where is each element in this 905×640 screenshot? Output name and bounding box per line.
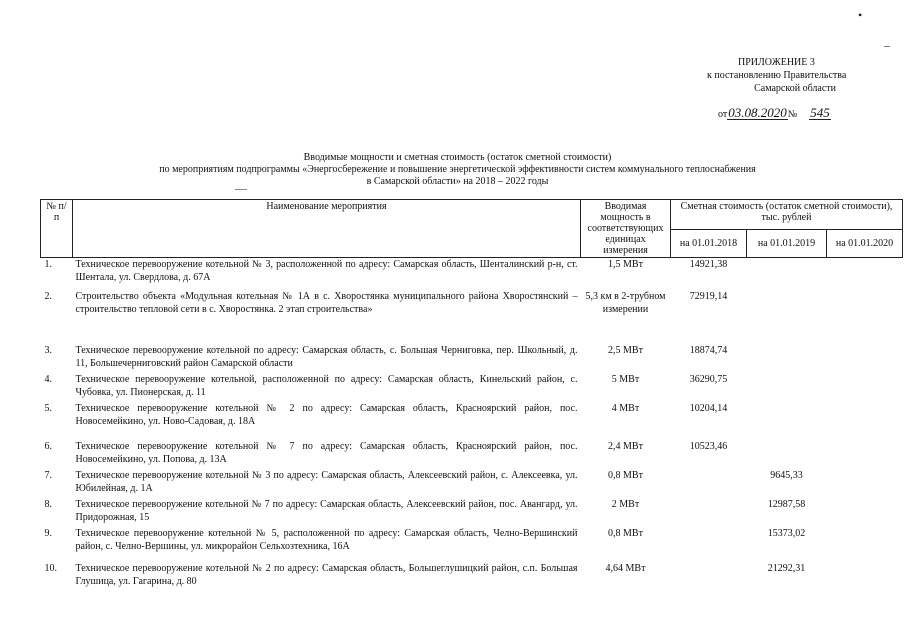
handwritten-date: 03.08.2020: [728, 105, 787, 120]
row-cost-2020: [827, 469, 903, 498]
row-num: 4.: [44, 373, 52, 385]
row-cost-2019: [747, 373, 827, 402]
number-prefix: №: [787, 109, 798, 120]
row-cost-2020: [827, 562, 903, 592]
row-name: Техническое перевооружение котельной № 2 по адресу: Самарская область, Большеглушицкий район, с.п. Большая Глушица, ул. Гагарина, д. 80: [75, 562, 578, 587]
table-row: [41, 402, 903, 440]
header-name: Наименование мероприятия: [73, 200, 581, 258]
header-capacity: Вводимая мощность в соответствующих единицах измерения: [581, 200, 671, 258]
title-line-2: по мероприятиям подпрограммы «Энергосбережение и повышение энергетической эффективности систем коммунального теплоснабжения: [159, 164, 756, 175]
row-cost-2020: [827, 373, 903, 402]
row-name: Техническое перевооружение котельной № 3 по адресу: Самарская область, Алексеевский район, с. Алексеевка, ул. Юбилейная, д. 1А: [75, 469, 578, 494]
header-num: № п/п: [41, 200, 73, 258]
table-row: [41, 469, 903, 498]
row-cost-2019: 12987,58: [767, 498, 806, 510]
row-cost-2019: [747, 440, 827, 469]
row-cost-2018: 14921,38: [689, 259, 728, 270]
row-name: Техническое перевооружение котельной № 5, расположенной по адресу: Самарская область, Челно-Вершинский район, с. Челно-Вершины, ул. микрорайон Сельхозтехника, 16А: [75, 527, 578, 552]
row-name: Техническое перевооружение котельной № 3, расположенной по адресу: Самарская область, Шенталинский р-н, ст. Шентала, ул. Свердлова, д. 67А: [75, 259, 578, 283]
document-title: [100, 152, 815, 188]
row-num: 9.: [44, 527, 52, 539]
header-year-2019: на 01.01.2019: [747, 230, 827, 258]
row-cost-2020: [827, 440, 903, 469]
row-capacity: 2,4 МВт: [608, 440, 643, 452]
row-cost-2019: [747, 258, 827, 290]
row-cost-2020: [827, 258, 903, 290]
row-name: Техническое перевооружение котельной № 2 по адресу: Самарская область, Красноярский район, пос. Новосемейкино, ул. Ново-Садовая, д. 18А: [75, 402, 578, 427]
row-capacity: 0,8 МВт: [608, 469, 643, 481]
row-num: 3.: [44, 344, 52, 356]
row-num: 7.: [44, 469, 52, 481]
row-capacity: 4,64 МВт: [605, 562, 646, 574]
row-capacity: 4 МВт: [611, 402, 640, 414]
table-row: [41, 562, 903, 592]
row-cost-2020: [827, 290, 903, 344]
title-line-3: в Самарской области» на 2018 – 2022 годы: [366, 176, 549, 187]
row-num: 1.: [44, 259, 52, 270]
row-cost-2020: [827, 402, 903, 440]
row-num: 2.: [44, 290, 52, 302]
row-cost-2019: [747, 290, 827, 344]
header-cost: Сметная стоимость (остаток сметной стоимости), тыс. рублей: [671, 200, 903, 230]
appendix-region: Самарской области: [754, 83, 836, 94]
row-cost-2018: 36290,75: [689, 373, 728, 385]
header-year-2018: на 01.01.2018: [671, 230, 747, 258]
appendix-label: ПРИЛОЖЕНИЕ 3: [738, 57, 815, 68]
measures-table: [40, 199, 903, 592]
table-row: [41, 440, 903, 469]
row-capacity: 2,5 МВт: [608, 344, 643, 356]
row-num: 5.: [44, 402, 52, 414]
row-cost-2018: [671, 498, 747, 527]
corner-mark-right: –: [884, 38, 890, 52]
row-cost-2019: 9645,33: [770, 469, 803, 481]
header-year-2020: на 01.01.2020: [827, 230, 903, 258]
row-cost-2018: 10204,14: [689, 402, 728, 414]
row-cost-2018: 10523,46: [689, 440, 728, 452]
table-row: [41, 373, 903, 402]
row-cost-2018: [671, 527, 747, 562]
appendix-decree: к постановлению Правительства: [707, 70, 847, 81]
row-num: 10.: [44, 562, 57, 574]
handwritten-number: 545: [810, 105, 830, 120]
row-capacity: 5 МВт: [611, 373, 640, 385]
row-cost-2019: 21292,31: [767, 562, 806, 574]
table-row: [41, 344, 903, 373]
row-cost-2020: [827, 498, 903, 527]
row-cost-2018: 18874,74: [689, 344, 728, 356]
row-capacity: 0,8 МВт: [608, 527, 643, 539]
row-cost-2019: [747, 344, 827, 373]
row-cost-2020: [827, 527, 903, 562]
table-row: [41, 527, 903, 562]
date-number-line: [718, 106, 856, 120]
row-name: Техническое перевооружение котельной, расположенной по адресу: Самарская область, Кинельский район, с. Чубовка, ул. Пионерская, д. 11: [75, 373, 578, 398]
date-prefix: от: [718, 109, 728, 120]
table-row: [41, 258, 903, 290]
row-name: Строительство объекта «Модульная котельная № 1А в с. Хворостянка муниципального района Хворостянский – строительство тепловой сети в с. Хворостянка. 2 этап строительства»: [75, 290, 578, 315]
table-row: [41, 290, 903, 344]
row-cost-2018: 72919,14: [689, 290, 728, 302]
corner-mark-top: •: [858, 8, 863, 22]
row-cost-2018: [671, 469, 747, 498]
stray-dash: [235, 189, 247, 190]
row-cost-2018: [671, 562, 747, 592]
row-cost-2020: [827, 344, 903, 373]
row-name: Техническое перевооружение котельной по адресу: Самарская область, с. Большая Черниговка, пер. Школьный, д. 11, Большечерниговский район Самарской области: [75, 344, 578, 369]
table-row: [41, 498, 903, 527]
row-num: 6.: [44, 440, 52, 452]
row-name: Техническое перевооружение котельной № 7 по адресу: Самарская область, Красноярский район, пос. Новосемейкино, ул. Попова, д. 13А: [75, 440, 578, 465]
row-capacity: 5,3 км в 2-трубном измерении: [585, 290, 666, 315]
row-capacity: 2 МВт: [611, 498, 640, 510]
appendix-block: [700, 56, 870, 95]
row-cost-2019: [747, 402, 827, 440]
row-num: 8.: [44, 498, 52, 510]
title-line-1: Вводимые мощности и сметная стоимость (остаток сметной стоимости): [303, 152, 612, 163]
row-capacity: 1,5 МВт: [608, 259, 643, 270]
row-cost-2019: 15373,02: [767, 527, 806, 539]
row-name: Техническое перевооружение котельной № 7 по адресу: Самарская область, Алексеевский район, пос. Авангард, ул. Придорожная, 15: [75, 498, 578, 523]
